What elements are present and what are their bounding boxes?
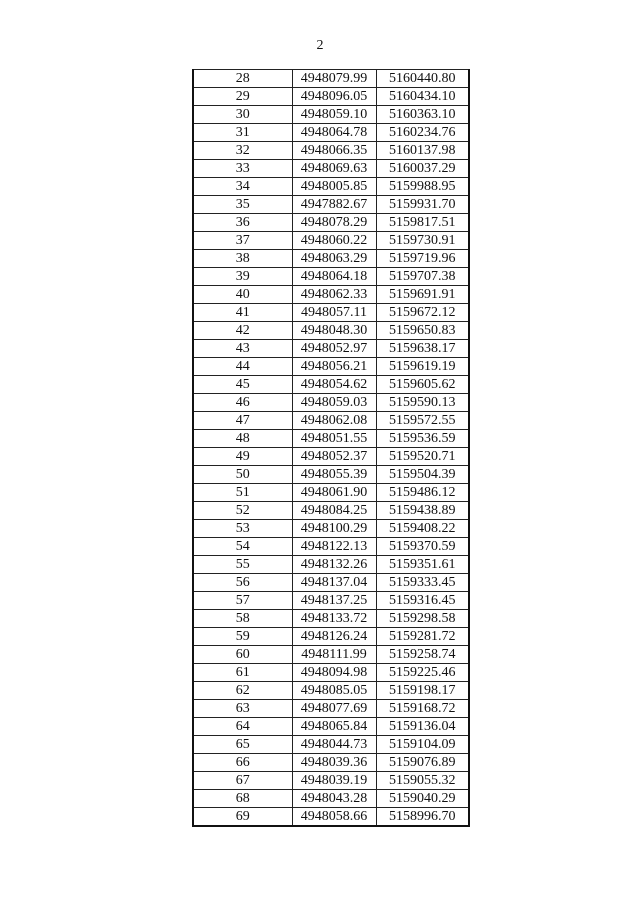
table-row (193, 664, 469, 682)
y-coordinate-cell: 5159817.51 (376, 214, 469, 232)
y-coordinate-cell: 5159316.45 (376, 592, 469, 610)
point-number-cell: 54 (193, 538, 292, 556)
point-number-cell: 43 (193, 340, 292, 358)
point-number-cell: 42 (193, 322, 292, 340)
y-coordinate-cell: 5159504.39 (376, 466, 469, 484)
point-number-cell: 55 (193, 556, 292, 574)
table-row (193, 268, 469, 286)
table-row (193, 340, 469, 358)
y-coordinate-cell: 5159370.59 (376, 538, 469, 556)
x-coordinate-cell: 4948043.28 (292, 790, 376, 808)
x-coordinate-cell: 4948133.72 (292, 610, 376, 628)
y-coordinate-cell: 5159672.12 (376, 304, 469, 322)
y-coordinate-cell: 5160434.10 (376, 88, 469, 106)
y-coordinate-cell: 5158996.70 (376, 808, 469, 827)
y-coordinate-cell: 5159298.58 (376, 610, 469, 628)
point-number-cell: 35 (193, 196, 292, 214)
x-coordinate-cell: 4948055.39 (292, 466, 376, 484)
y-coordinate-cell: 5159198.17 (376, 682, 469, 700)
x-coordinate-cell: 4948100.29 (292, 520, 376, 538)
table-row (193, 754, 469, 772)
y-coordinate-cell: 5159438.89 (376, 502, 469, 520)
point-number-cell: 28 (193, 70, 292, 88)
x-coordinate-cell: 4948051.55 (292, 430, 376, 448)
x-coordinate-cell: 4948126.24 (292, 628, 376, 646)
table-row (193, 196, 469, 214)
x-coordinate-cell: 4948059.10 (292, 106, 376, 124)
table-row (193, 538, 469, 556)
y-coordinate-cell: 5160440.80 (376, 70, 469, 88)
table-row (193, 304, 469, 322)
y-coordinate-cell: 5160234.76 (376, 124, 469, 142)
y-coordinate-cell: 5159333.45 (376, 574, 469, 592)
y-coordinate-cell: 5159719.96 (376, 250, 469, 268)
y-coordinate-cell: 5160137.98 (376, 142, 469, 160)
y-coordinate-cell: 5159605.62 (376, 376, 469, 394)
table-row (193, 250, 469, 268)
x-coordinate-cell: 4948084.25 (292, 502, 376, 520)
y-coordinate-cell: 5159258.74 (376, 646, 469, 664)
table-row (193, 430, 469, 448)
table-row (193, 484, 469, 502)
table-row (193, 772, 469, 790)
x-coordinate-cell: 4948063.29 (292, 250, 376, 268)
y-coordinate-cell: 5159730.91 (376, 232, 469, 250)
point-number-cell: 48 (193, 430, 292, 448)
table-row (193, 520, 469, 538)
point-number-cell: 53 (193, 520, 292, 538)
point-number-cell: 33 (193, 160, 292, 178)
x-coordinate-cell: 4948005.85 (292, 178, 376, 196)
point-number-cell: 57 (193, 592, 292, 610)
point-number-cell: 58 (193, 610, 292, 628)
table-row (193, 502, 469, 520)
x-coordinate-cell: 4948096.05 (292, 88, 376, 106)
y-coordinate-cell: 5159040.29 (376, 790, 469, 808)
x-coordinate-cell: 4948058.66 (292, 808, 376, 827)
x-coordinate-cell: 4948132.26 (292, 556, 376, 574)
x-coordinate-cell: 4948137.25 (292, 592, 376, 610)
point-number-cell: 64 (193, 718, 292, 736)
point-number-cell: 59 (193, 628, 292, 646)
table-row (193, 160, 469, 178)
y-coordinate-cell: 5159572.55 (376, 412, 469, 430)
table-row (193, 376, 469, 394)
x-coordinate-cell: 4948044.73 (292, 736, 376, 754)
x-coordinate-cell: 4948060.22 (292, 232, 376, 250)
table-row (193, 124, 469, 142)
x-coordinate-cell: 4948039.19 (292, 772, 376, 790)
point-number-cell: 50 (193, 466, 292, 484)
point-number-cell: 45 (193, 376, 292, 394)
y-coordinate-cell: 5159931.70 (376, 196, 469, 214)
x-coordinate-cell: 4948048.30 (292, 322, 376, 340)
x-coordinate-cell: 4948057.11 (292, 304, 376, 322)
table-row (193, 232, 469, 250)
x-coordinate-cell: 4948054.62 (292, 376, 376, 394)
table-row (193, 358, 469, 376)
point-number-cell: 62 (193, 682, 292, 700)
table-row (193, 178, 469, 196)
x-coordinate-cell: 4948039.36 (292, 754, 376, 772)
x-coordinate-cell: 4948077.69 (292, 700, 376, 718)
x-coordinate-cell: 4948111.99 (292, 646, 376, 664)
x-coordinate-cell: 4948062.33 (292, 286, 376, 304)
point-number-cell: 34 (193, 178, 292, 196)
point-number-cell: 65 (193, 736, 292, 754)
table-row (193, 214, 469, 232)
table-row (193, 394, 469, 412)
point-number-cell: 36 (193, 214, 292, 232)
point-number-cell: 44 (193, 358, 292, 376)
coordinates-table-body (193, 70, 469, 827)
table-row (193, 808, 469, 827)
y-coordinate-cell: 5159486.12 (376, 484, 469, 502)
y-coordinate-cell: 5159691.91 (376, 286, 469, 304)
x-coordinate-cell: 4948065.84 (292, 718, 376, 736)
y-coordinate-cell: 5159104.09 (376, 736, 469, 754)
table-row (193, 448, 469, 466)
table-row (193, 682, 469, 700)
y-coordinate-cell: 5159650.83 (376, 322, 469, 340)
y-coordinate-cell: 5159076.89 (376, 754, 469, 772)
point-number-cell: 47 (193, 412, 292, 430)
x-coordinate-cell: 4948061.90 (292, 484, 376, 502)
point-number-cell: 31 (193, 124, 292, 142)
point-number-cell: 30 (193, 106, 292, 124)
table-row (193, 556, 469, 574)
point-number-cell: 51 (193, 484, 292, 502)
table-row (193, 610, 469, 628)
table-row (193, 790, 469, 808)
point-number-cell: 46 (193, 394, 292, 412)
x-coordinate-cell: 4948066.35 (292, 142, 376, 160)
table-row (193, 142, 469, 160)
point-number-cell: 67 (193, 772, 292, 790)
table-row (193, 106, 469, 124)
point-number-cell: 38 (193, 250, 292, 268)
x-coordinate-cell: 4948056.21 (292, 358, 376, 376)
point-number-cell: 66 (193, 754, 292, 772)
table-row (193, 286, 469, 304)
point-number-cell: 61 (193, 664, 292, 682)
point-number-cell: 69 (193, 808, 292, 827)
y-coordinate-cell: 5160363.10 (376, 106, 469, 124)
table-row (193, 592, 469, 610)
y-coordinate-cell: 5159168.72 (376, 700, 469, 718)
y-coordinate-cell: 5159225.46 (376, 664, 469, 682)
x-coordinate-cell: 4948064.78 (292, 124, 376, 142)
x-coordinate-cell: 4948079.99 (292, 70, 376, 88)
table-row (193, 628, 469, 646)
x-coordinate-cell: 4948059.03 (292, 394, 376, 412)
y-coordinate-cell: 5159408.22 (376, 520, 469, 538)
point-number-cell: 37 (193, 232, 292, 250)
point-number-cell: 32 (193, 142, 292, 160)
point-number-cell: 49 (193, 448, 292, 466)
x-coordinate-cell: 4948064.18 (292, 268, 376, 286)
y-coordinate-cell: 5159055.32 (376, 772, 469, 790)
table-row (193, 574, 469, 592)
point-number-cell: 41 (193, 304, 292, 322)
point-number-cell: 68 (193, 790, 292, 808)
coordinates-table (192, 69, 470, 827)
table-row (193, 718, 469, 736)
table-row (193, 736, 469, 754)
y-coordinate-cell: 5159988.95 (376, 178, 469, 196)
x-coordinate-cell: 4948052.37 (292, 448, 376, 466)
x-coordinate-cell: 4948062.08 (292, 412, 376, 430)
point-number-cell: 56 (193, 574, 292, 592)
table-row (193, 466, 469, 484)
page-number: 2 (316, 38, 324, 53)
y-coordinate-cell: 5160037.29 (376, 160, 469, 178)
table-row (193, 412, 469, 430)
x-coordinate-cell: 4948085.05 (292, 682, 376, 700)
y-coordinate-cell: 5159638.17 (376, 340, 469, 358)
y-coordinate-cell: 5159536.59 (376, 430, 469, 448)
y-coordinate-cell: 5159136.04 (376, 718, 469, 736)
x-coordinate-cell: 4948069.63 (292, 160, 376, 178)
table-row (193, 88, 469, 106)
point-number-cell: 29 (193, 88, 292, 106)
table-row (193, 322, 469, 340)
table-row (193, 700, 469, 718)
y-coordinate-cell: 5159520.71 (376, 448, 469, 466)
x-coordinate-cell: 4948137.04 (292, 574, 376, 592)
y-coordinate-cell: 5159619.19 (376, 358, 469, 376)
table-row (193, 646, 469, 664)
y-coordinate-cell: 5159351.61 (376, 556, 469, 574)
table-row (193, 70, 469, 88)
point-number-cell: 60 (193, 646, 292, 664)
x-coordinate-cell: 4948094.98 (292, 664, 376, 682)
x-coordinate-cell: 4948078.29 (292, 214, 376, 232)
x-coordinate-cell: 4948122.13 (292, 538, 376, 556)
y-coordinate-cell: 5159590.13 (376, 394, 469, 412)
x-coordinate-cell: 4948052.97 (292, 340, 376, 358)
point-number-cell: 52 (193, 502, 292, 520)
point-number-cell: 63 (193, 700, 292, 718)
y-coordinate-cell: 5159281.72 (376, 628, 469, 646)
y-coordinate-cell: 5159707.38 (376, 268, 469, 286)
point-number-cell: 39 (193, 268, 292, 286)
coordinates-table-container (192, 69, 470, 827)
x-coordinate-cell: 4947882.67 (292, 196, 376, 214)
point-number-cell: 40 (193, 286, 292, 304)
